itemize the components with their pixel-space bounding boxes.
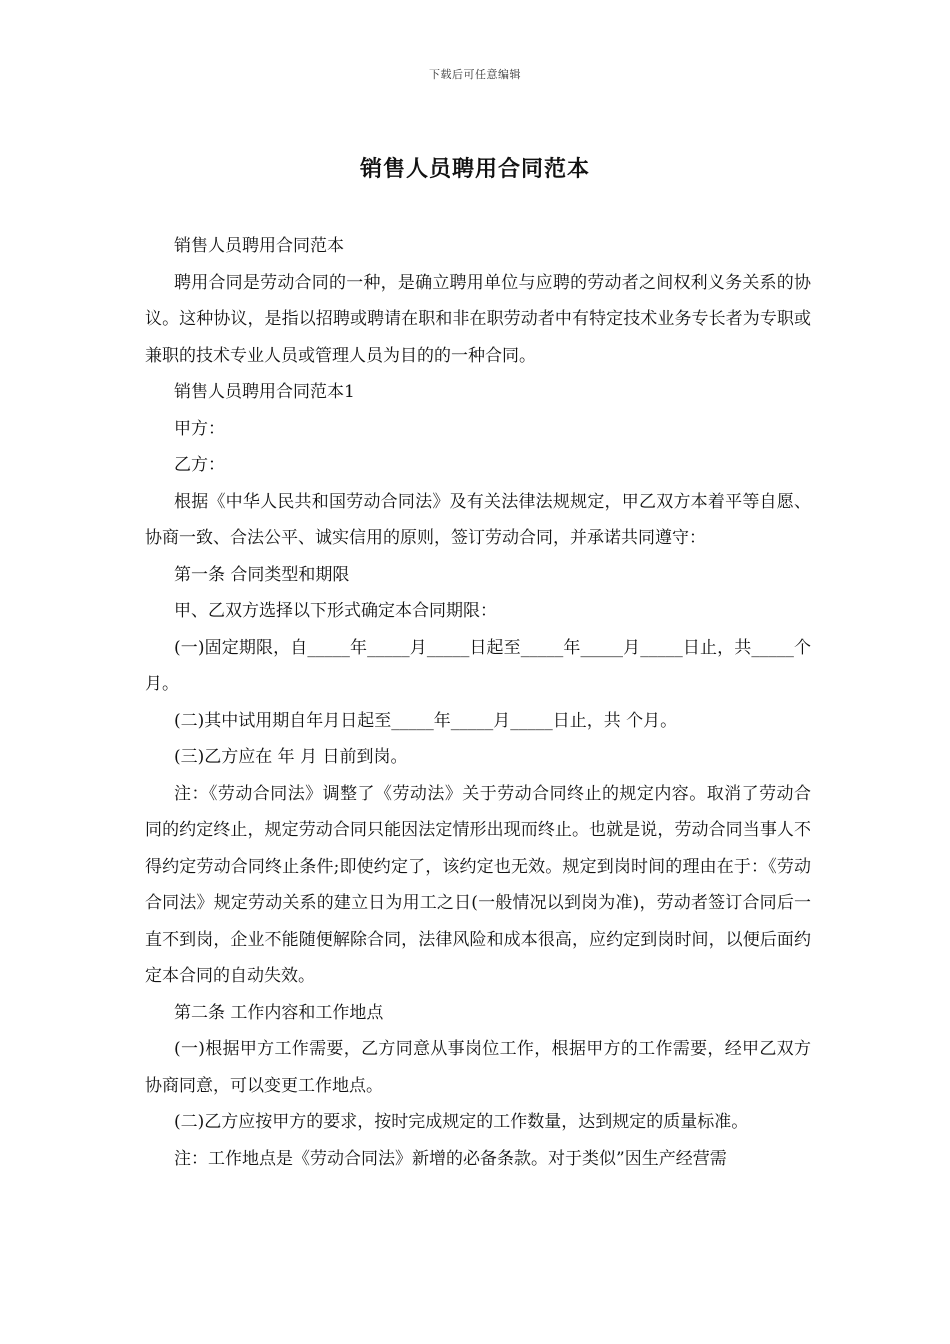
paragraph-work-location: (一)根据甲方工作需要，乙方同意从事岗位工作，根据甲方的工作需要，经甲乙双方协商同意，可以变更工作地点。: [145, 1039, 811, 1096]
paragraph-fixed-term: (一)固定期限，自_____年_____月_____日起至_____年_____月_____日止，共_____个月。: [145, 637, 811, 694]
paragraph-note-1: 注：《劳动合同法》调整了《劳动法》关于劳动合同终止的规定内容。取消了劳动合同的约定终止，规定劳动合同只能因法定情形出现而终止。也就是说，劳动合同当事人不得约定劳动合同终止条件;即使约定了，该约定也无效。规定到岗时间的理由在于：《劳动合同法》规定劳动关系的建立日为用工之日(一般情况以到岗为准)，劳动者签订合同后一直不到岗，企业不能随便解除合同，法律风险和成本很高，应约定到岗时间，以便后面约定本合同的自动失效。: [145, 783, 811, 986]
paragraph-probation: (二)其中试用期自年月日起至_____年_____月_____日止，共 个月。: [174, 710, 678, 731]
paragraph-party-b: 乙方：: [174, 455, 225, 475]
document-title: 销售人员聘用合同范本: [359, 156, 590, 182]
paragraph-template-heading: 销售人员聘用合同范本1: [174, 382, 355, 402]
paragraph-report-date: (三)乙方应在 年 月 日前到岗。: [174, 747, 408, 767]
document-body: [145, 228, 811, 1177]
paragraph-work-quality: (二)乙方应按甲方的要求，按时完成规定的工作数量，达到规定的质量标准。: [174, 1112, 749, 1132]
paragraph-preamble: 根据《中华人民共和国劳动合同法》及有关法律法规规定，甲乙双方本着平等自愿、协商一致、合法公平、诚实信用的原则，签订劳动合同，并承诺共同遵守：: [145, 491, 811, 548]
paragraph-party-a: 甲方：: [174, 418, 225, 439]
article-1-heading: 第一条 合同类型和期限: [174, 564, 350, 585]
paragraph-intro: 聘用合同是劳动合同的一种，是确立聘用单位与应聘的劳动者之间权利义务关系的协议。这种协议，是指以招聘或聘请在职和非在职劳动者中有特定技术业务专长者为专职或兼职的技术专业人员或管理人员为目的的一种合同。: [145, 272, 811, 366]
article-2-heading: 第二条 工作内容和工作地点: [174, 1002, 384, 1023]
header-note: 下载后可任意编辑: [429, 68, 521, 81]
paragraph-term-intro: 甲、乙双方选择以下形式确定本合同期限：: [174, 601, 497, 621]
paragraph-subtitle: 销售人员聘用合同范本: [174, 236, 344, 256]
paragraph-note-2: 注：工作地点是《劳动合同法》新增的必备条款。对于类似”因生产经营需: [174, 1148, 727, 1169]
